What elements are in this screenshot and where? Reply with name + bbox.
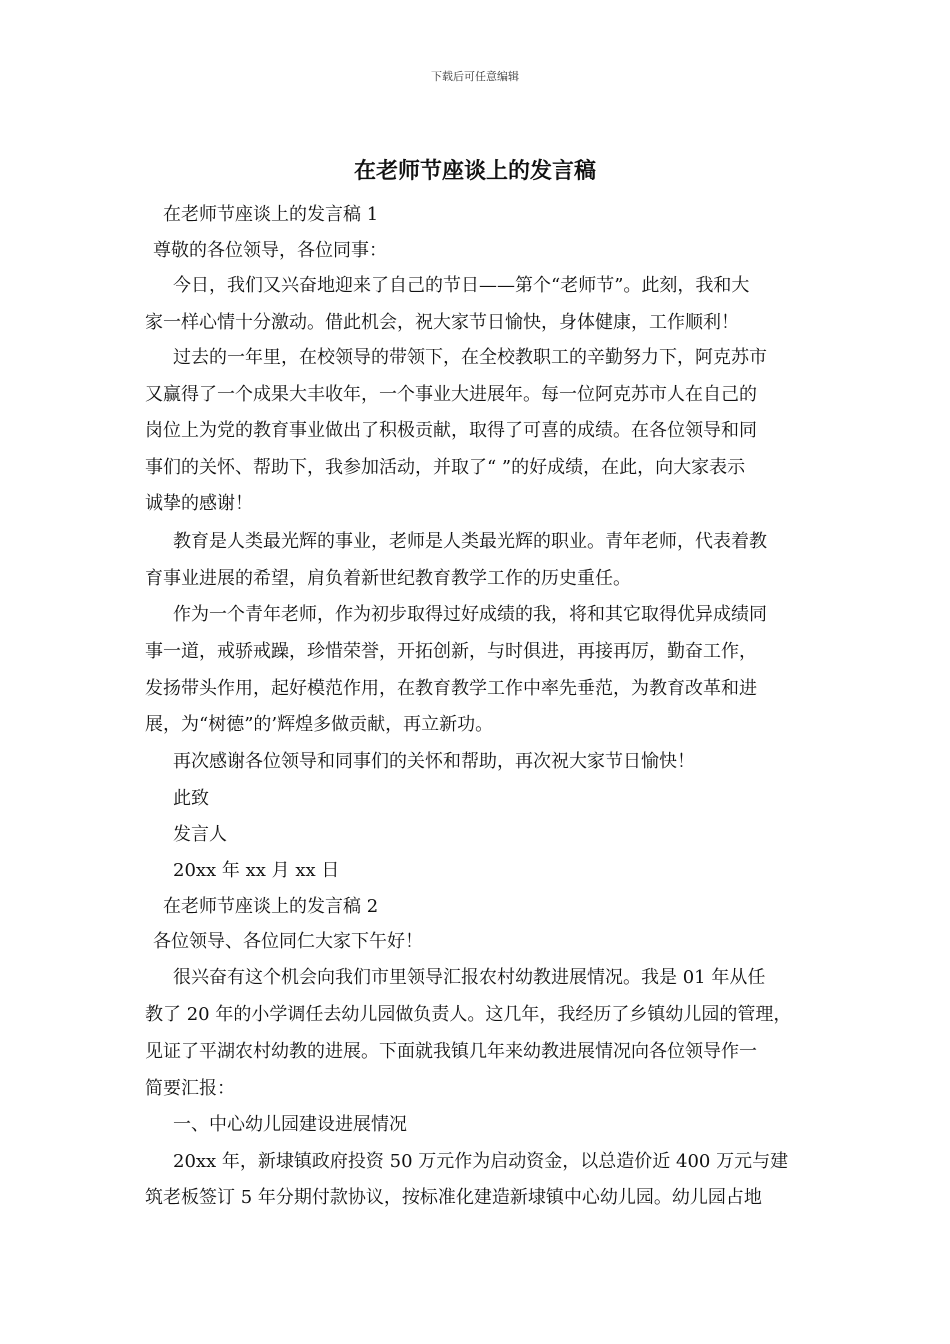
- text-line: 发扬带头作用，起好模范作用，在教育教学工作中率先垂范，为教育改革和进: [145, 678, 757, 699]
- text-line: 育事业进展的希望，肩负着新世纪教育教学工作的历史重任。: [145, 568, 631, 589]
- text-line: 各位领导、各位同仁大家下午好！: [153, 931, 423, 952]
- text-line: 尊敬的各位领导，各位同事：: [153, 240, 387, 261]
- text-line: 展，为“树德”的’辉煌多做贡献，再立新功。: [145, 714, 494, 735]
- text-line: 事们的关怀、帮助下，我参加活动，并取了“ ”的好成绩，在此，向大家表示: [145, 457, 746, 478]
- text-line: 此致: [173, 788, 209, 809]
- text-line: 家一样心情十分激动。借此机会，祝大家节日愉快，身体健康，工作顺利！: [145, 312, 739, 333]
- text-line: 发言人: [173, 824, 227, 845]
- text-line: 20xx 年 xx 月 xx 日: [173, 860, 340, 881]
- document-title: 在老师节座谈上的发言稿: [353, 158, 596, 184]
- text-line: 见证了平湖农村幼教的进展。下面就我镇几年来幼教进展情况向各位领导作一: [145, 1041, 757, 1062]
- text-line: 教育是人类最光辉的事业，老师是人类最光辉的职业。青年老师，代表着教: [173, 531, 767, 552]
- header-note: 下载后可任意编辑: [431, 70, 519, 83]
- text-line: 很兴奋有这个机会向我们市里领导汇报农村幼教进展情况。我是 01 年从任: [173, 967, 766, 988]
- text-line: 一、中心幼儿园建设进展情况: [173, 1114, 407, 1135]
- text-line: 20xx 年，新埭镇政府投资 50 万元作为启动资金，以总造价近 400 万元与建: [173, 1151, 789, 1172]
- text-line: 在老师节座谈上的发言稿 1: [163, 204, 379, 225]
- text-line: 再次感谢各位领导和同事们的关怀和帮助，再次祝大家节日愉快！: [173, 751, 695, 772]
- text-line: 在老师节座谈上的发言稿 2: [163, 896, 379, 917]
- text-line: 事一道，戒骄戒躁，珍惜荣誉，开拓创新，与时俱进，再接再厉，勤奋工作，: [145, 641, 757, 662]
- text-line: 诚挚的感谢！: [145, 493, 253, 514]
- text-line: 岗位上为党的教育事业做出了积极贡献，取得了可喜的成绩。在各位领导和同: [145, 420, 757, 441]
- text-line: 又赢得了一个成果大丰收年，一个事业大进展年。每一位阿克苏市人在自己的: [145, 384, 757, 405]
- text-line: 过去的一年里，在校领导的带领下，在全校教职工的辛勤努力下，阿克苏市: [173, 347, 767, 368]
- text-line: 简要汇报：: [145, 1078, 235, 1099]
- text-line: 作为一个青年老师，作为初步取得过好成绩的我，将和其它取得优异成绩同: [173, 604, 767, 625]
- text-line: 今日，我们又兴奋地迎来了自己的节日——第个“老师节”。此刻，我和大: [173, 275, 750, 296]
- text-line: 筑老板签订 5 年分期付款协议，按标准化建造新埭镇中心幼儿园。幼儿园占地: [145, 1187, 762, 1208]
- text-line: 教了 20 年的小学调任去幼儿园做负责人。这几年，我经历了乡镇幼儿园的管理，: [145, 1004, 792, 1025]
